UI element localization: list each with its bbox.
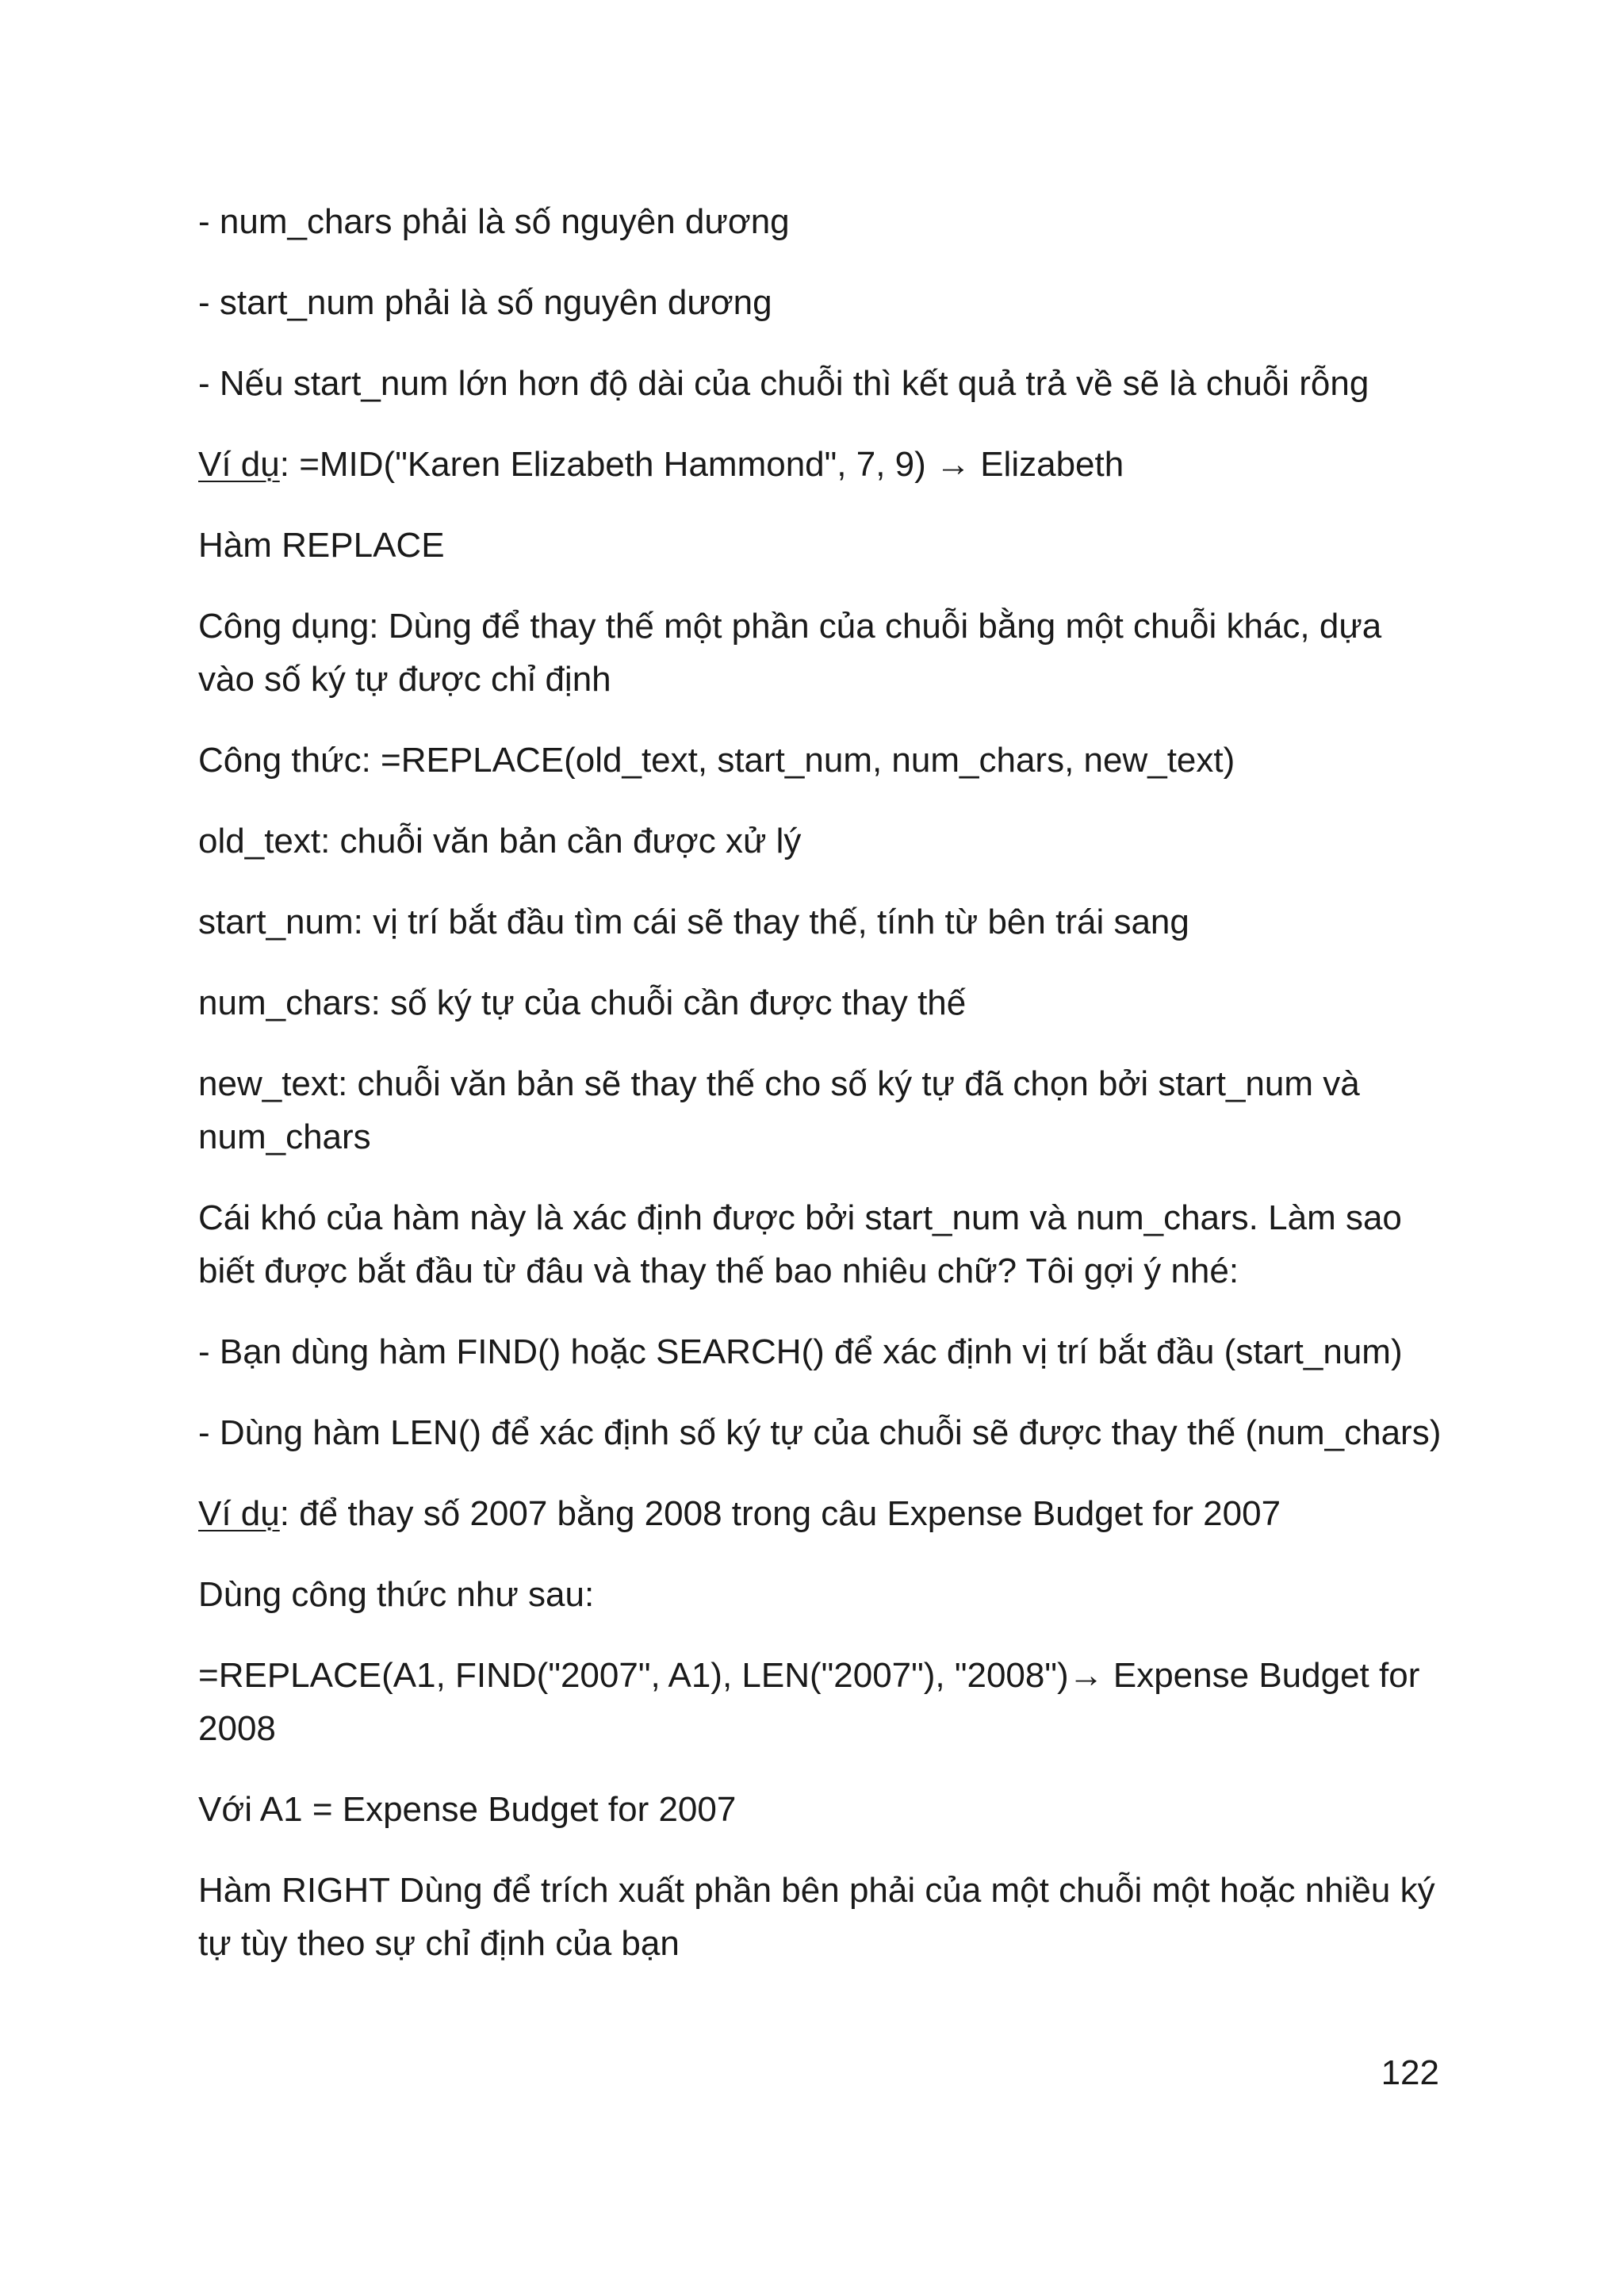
paragraph-text: Với A1 = Expense Budget for 2007: [198, 1790, 737, 1829]
paragraph-replace-formula: [198, 734, 1451, 787]
paragraph-formula-intro: [198, 1568, 1451, 1621]
paragraph-replace-example-formula: [198, 1649, 1451, 1755]
page-body: [198, 195, 1451, 1998]
paragraph-line: vào số ký tự được chỉ định: [198, 660, 611, 699]
paragraph-text: - num_chars phải là số nguyên dương: [198, 202, 790, 241]
paragraph-text: : để thay số 2007 bằng 2008 trong câu Expense Budget for 2007: [279, 1494, 1281, 1533]
paragraph-line: 2008: [198, 1709, 276, 1748]
paragraph-text: - start_num phải là số nguyên dương: [198, 283, 772, 322]
paragraph-text: - Dùng hàm LEN() để xác định số ký tự của chuỗi sẽ được thay thế (num_chars): [198, 1413, 1442, 1452]
paragraph-text: : =MID("Karen Elizabeth Hammond", 7, 9) → Elizabeth: [279, 445, 1124, 484]
paragraph-line: num_chars: [198, 1117, 371, 1156]
paragraph-replace-example: [198, 1487, 1451, 1540]
paragraph-text: - Nếu start_num lớn hơn độ dài của chuỗi thì kết quả trả về sẽ là chuỗi rỗng: [198, 364, 1369, 403]
paragraph-start-num-arg: [198, 895, 1451, 949]
paragraph-find-tip: [198, 1325, 1451, 1378]
paragraph-start-num-length-rule: [198, 357, 1451, 410]
paragraph-replace-purpose: [198, 600, 1451, 706]
paragraph-text: Hàm REPLACE: [198, 526, 445, 565]
paragraph-text: num_chars: số ký tự của chuỗi cần được thay thế: [198, 983, 967, 1022]
paragraph-text: Công thức: =REPLACE(old_text, start_num, num_chars, new_text): [198, 741, 1235, 780]
paragraph-a1-value: [198, 1783, 1451, 1836]
paragraph-num-chars-rule: [198, 195, 1451, 248]
paragraph-line: biết được bắt đầu từ đâu và thay thế bao nhiêu chữ? Tôi gợi ý nhé:: [198, 1251, 1239, 1290]
paragraph-line: Cái khó của hàm này là xác định được bởi start_num và num_chars. Làm sao: [198, 1198, 1402, 1237]
paragraph-line: =REPLACE(A1, FIND("2007", A1), LEN("2007"), "2008")→ Expense Budget for: [198, 1656, 1420, 1695]
paragraph-text: - Bạn dùng hàm FIND() hoặc SEARCH() để xác định vị trí bắt đầu (start_num): [198, 1332, 1403, 1371]
page-number: 122: [1381, 2053, 1439, 2092]
paragraph-old-text-arg: [198, 815, 1451, 868]
heading-replace: [198, 519, 1451, 572]
paragraph-right-function: [198, 1864, 1451, 1970]
paragraph-num-chars-arg: [198, 976, 1451, 1029]
paragraph-line: Hàm RIGHT Dùng để trích xuất phần bên phải của một chuỗi một hoặc nhiều ký: [198, 1871, 1435, 1910]
paragraph-text: Dùng công thức như sau:: [198, 1575, 595, 1614]
paragraph-start-num-rule: [198, 276, 1451, 329]
paragraph-difficulty-note: [198, 1191, 1451, 1297]
paragraph-text: start_num: vị trí bắt đầu tìm cái sẽ thay thế, tính từ bên trái sang: [198, 903, 1189, 941]
paragraph-mid-example: [198, 438, 1451, 491]
paragraph-len-tip: [198, 1406, 1451, 1459]
paragraph-text: old_text: chuỗi văn bản cần được xử lý: [198, 822, 802, 861]
paragraph-line: Công dụng: Dùng để thay thế một phần của chuỗi bằng một chuỗi khác, dựa: [198, 607, 1382, 646]
example-label: Ví dụ: [198, 1494, 280, 1533]
paragraph-new-text-arg: [198, 1057, 1451, 1163]
paragraph-line: new_text: chuỗi văn bản sẽ thay thế cho số ký tự đã chọn bởi start_num và: [198, 1064, 1360, 1103]
example-label: Ví dụ: [198, 445, 280, 484]
paragraph-line: tự tùy theo sự chỉ định của bạn: [198, 1924, 680, 1963]
